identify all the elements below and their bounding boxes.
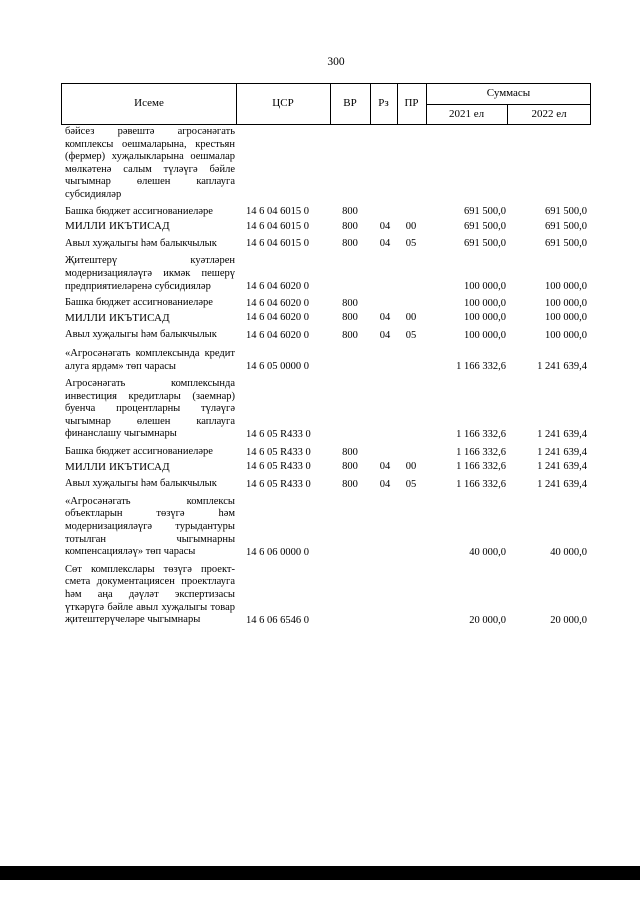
row-name: Авыл хуҗалыгы һәм балыкчылык [65, 478, 217, 490]
row-sum-2022: 1 241 639,4 [537, 429, 587, 441]
row-vr: 800 [342, 220, 358, 232]
row-pr: 00 [405, 220, 417, 232]
table-row [61, 237, 591, 252]
row-sum-2021: 691 500,0 [464, 238, 506, 250]
row-sum-2022: 100 000,0 [545, 329, 587, 341]
row-vr: 800 [342, 312, 358, 324]
page-number: 300 [327, 56, 345, 68]
row-sum-2021: 40 000,0 [469, 546, 506, 558]
row-sum-2022: 40 000,0 [550, 546, 587, 558]
row-vr: 800 [342, 329, 358, 341]
table-row [61, 328, 591, 343]
table-row [61, 460, 591, 475]
row-csr: 14 6 05 0000 0 [246, 361, 309, 373]
row-csr: 14 6 04 6020 0 [246, 312, 309, 324]
row-name: Башка бюджет ассигнованиеләре [65, 297, 213, 309]
header-sums: Суммасы [486, 87, 531, 99]
row-sum-2022: 691 500,0 [545, 220, 587, 232]
row-sum-2022: 1 241 639,4 [537, 361, 587, 373]
row-sum-2021: 100 000,0 [464, 297, 506, 309]
row-vr: 800 [342, 206, 358, 218]
row-sum-2021: 100 000,0 [464, 329, 506, 341]
row-name: «Агросәнәгать комплексында кредит алуга ярдәм» төп чарасы [65, 347, 235, 372]
row-vr: 800 [342, 238, 358, 250]
row-vr: 800 [342, 446, 358, 458]
row-sum-2021: 1 166 332,6 [456, 429, 506, 441]
row-pr: 05 [405, 329, 417, 341]
row-vr: 800 [342, 478, 358, 490]
row-rz: 04 [379, 238, 391, 250]
row-sum-2021: 1 166 332,6 [456, 478, 506, 490]
row-sum-2022: 691 500,0 [545, 238, 587, 250]
row-sum-2022: 1 241 639,4 [537, 478, 587, 490]
row-name: Агросәнәгать комплексында инвестиция кредитлары (заемнар) буенча процентларны түләүгә чыгымнар өлешен каплауга финанслашу чыгымнары [65, 378, 235, 440]
row-rz: 04 [379, 461, 391, 473]
table-row [61, 205, 591, 220]
table-row [61, 377, 591, 442]
row-sum-2021: 100 000,0 [464, 281, 506, 293]
row-name: МИЛЛИ ИКЪТИСАД [65, 460, 170, 473]
row-name: МИЛЛИ ИКЪТИСАД [65, 311, 170, 324]
table-row [61, 495, 591, 560]
row-rz: 04 [379, 220, 391, 232]
table-row [61, 563, 591, 628]
table-row [61, 296, 591, 311]
row-sum-2021: 1 166 332,6 [456, 461, 506, 473]
row-sum-2021: 1 166 332,6 [456, 361, 506, 373]
row-name: бәйсез рәвештә агросәнәгать комплексы оешмаларына, крестьян (фермер) хуҗалыкларына оешмалар мөлкәтенә салым түләүгә бәйле чыгымнар өлешен каплауга субсидияләр [65, 126, 235, 200]
table-row [61, 219, 591, 234]
row-csr: 14 6 04 6015 0 [246, 238, 309, 250]
row-sum-2021: 691 500,0 [464, 220, 506, 232]
row-csr: 14 6 04 6015 0 [246, 206, 309, 218]
row-sum-2022: 100 000,0 [545, 297, 587, 309]
row-rz: 04 [379, 312, 391, 324]
header-year-2022: 2022 ел [531, 108, 567, 120]
table-body [61, 125, 591, 628]
table-row [61, 347, 591, 374]
row-name: Башка бюджет ассигнованиеләре [65, 205, 213, 217]
row-vr: 800 [342, 461, 358, 473]
table-row [61, 254, 591, 294]
header-rz: Рз [378, 97, 389, 109]
header-year-2021: 2021 ел [448, 108, 485, 120]
header-pr: ПР [404, 97, 419, 109]
row-pr: 05 [405, 478, 417, 490]
row-sum-2021: 1 166 332,6 [456, 446, 506, 458]
row-name: Авыл хуҗалыгы һәм балыкчылык [65, 237, 217, 249]
header-name: Исеме [134, 97, 164, 109]
row-csr: 14 6 04 6015 0 [246, 220, 309, 232]
row-sum-2022: 100 000,0 [545, 312, 587, 324]
row-name: МИЛЛИ ИКЪТИСАД [65, 220, 170, 233]
row-csr: 14 6 05 R433 0 [246, 446, 311, 458]
row-sum-2022: 1 241 639,4 [537, 446, 587, 458]
row-pr: 00 [405, 312, 417, 324]
row-csr: 14 6 04 6020 0 [246, 329, 309, 341]
table-header [61, 83, 591, 125]
row-sum-2022: 1 241 639,4 [537, 461, 587, 473]
row-sum-2021: 20 000,0 [469, 614, 506, 626]
row-csr: 14 6 06 0000 0 [246, 546, 309, 558]
header-csr: ЦСР [272, 97, 294, 109]
row-name: Сөт комплекслары төзүгә проект-смета документациясен проектлауга һәм аңа дәүләт экспертизасы үткәрүгә бәйле авыл хуҗалыгы товар җитештерүчеләре чыгымнары [65, 563, 235, 626]
row-vr: 800 [342, 297, 358, 309]
row-name: Җитештерү куәтләрен модернизацияләүгә икмәк пешерү предприятиеләренә субсидияләр [65, 255, 235, 292]
row-rz: 04 [379, 478, 391, 490]
row-sum-2021: 100 000,0 [464, 312, 506, 324]
row-sum-2022: 20 000,0 [550, 614, 587, 626]
row-csr: 14 6 04 6020 0 [246, 297, 309, 309]
row-name: «Агросәнәгать комплексы объектларын төзүгә һәм модернизацияләүгә турыдантуры тотылган чыгымнарны компенсацияләү» төп чарасы [65, 495, 235, 558]
row-pr: 00 [405, 461, 417, 473]
scan-bottom-bar [0, 866, 640, 880]
row-csr: 14 6 04 6020 0 [246, 281, 309, 293]
table-row [61, 125, 591, 203]
header-vr: ВР [343, 97, 357, 109]
row-sum-2022: 691 500,0 [545, 206, 587, 218]
row-sum-2022: 100 000,0 [545, 281, 587, 293]
table-row [61, 477, 591, 492]
row-name: Авыл хуҗалыгы һәм балыкчылык [65, 329, 217, 341]
row-sum-2021: 691 500,0 [464, 206, 506, 218]
row-name: Башка бюджет ассигнованиеләре [65, 446, 213, 458]
row-rz: 04 [379, 329, 391, 341]
row-csr: 14 6 05 R433 0 [246, 478, 311, 490]
row-csr: 14 6 05 R433 0 [246, 429, 311, 441]
row-pr: 05 [405, 238, 417, 250]
table-row [61, 311, 591, 326]
row-csr: 14 6 06 6546 0 [246, 614, 309, 626]
row-csr: 14 6 05 R433 0 [246, 461, 311, 473]
table-row [61, 445, 591, 460]
